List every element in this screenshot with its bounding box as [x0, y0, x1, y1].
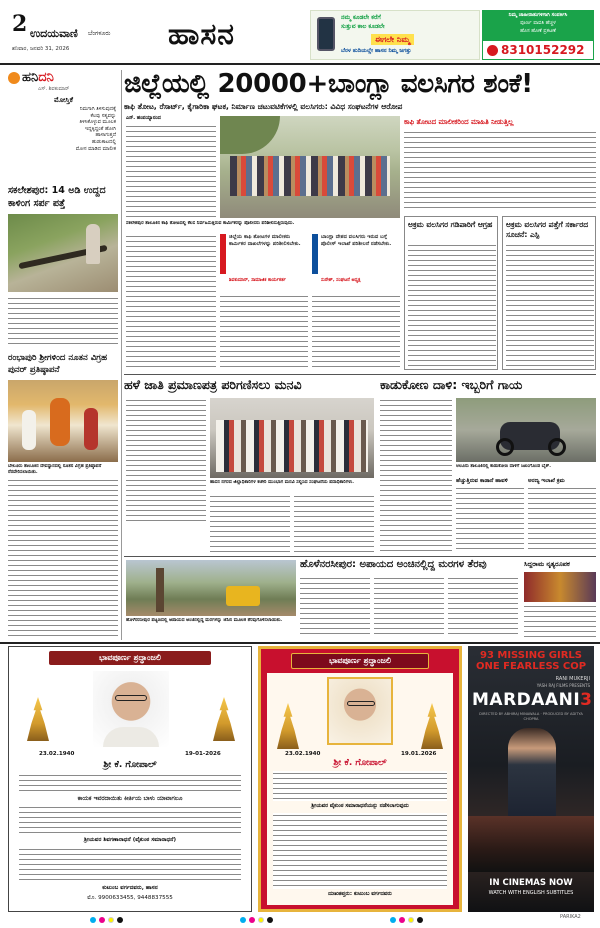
phone-circle-icon: [487, 45, 498, 56]
main-photo-caption: ಸಕಲೇಶಪುರ ತಾಲೂಕಿನ ಕಾಫಿ ತೋಟದಲ್ಲಿ ಕೆಲಸ ನಿರ್ವಹಿಸುತ್ತಿರುವ ಕಾರ್ಮಿಕರನ್ನು ಪೊಲೀಸರು ಪರಿಶೀಲಿಸುತ್ತಿರುವುದು.: [126, 221, 295, 226]
obit1-portrait: [93, 671, 169, 747]
tree: [220, 116, 280, 154]
obit2-name: ಶ್ರೀ ಕೆ. ಗೋಪಾಲ್: [333, 758, 387, 768]
main-headline: ಜಿಲ್ಲೆಯಲ್ಲಿ 20000+ಬಾಂಗ್ಲಾ ವಲಸಿಗರ ಶಂಕೆ!: [124, 69, 533, 99]
swamiji-caption: ಬೇಲೂರು ತಾಲೂಕಿನ ದೇವಸ್ಥಾನದಲ್ಲಿ ನೂತನ ವಿಗ್ರಹ ಪ್ರತಿಷ್ಠಾಪನೆ ನೆರವೇರಿಸಲಾಯಿತು.: [8, 464, 102, 475]
obit2-body-1: [273, 771, 447, 801]
glasses: [347, 701, 375, 706]
snake-photo: [8, 214, 118, 292]
page-title: ಹಾಸನ: [168, 17, 235, 52]
caste-photo: [210, 398, 374, 478]
registration-dot: [390, 917, 396, 923]
trees-headline: ಹೊಳೆನರಸೀಪುರ: ಅಪಾಯದ ಅಂಚಿನಲ್ಲಿದ್ದ ಮರಗಳ ತೆರವು: [300, 559, 487, 570]
main-subheadline: ಕಾಫಿ ತೋಟ, ರೆಸಾರ್ಟ್, ಕೈಗಾರಿಕಾ ಘಟಕ, ನಿರ್ಮಾಣ ಚಟುವಟಿಕೆಗಳಲ್ಲಿ ವಲಸಿಗರು: ವಿವಿಧ ಸಂಘಟನೆಗಳ ಆರೋಪ: [124, 102, 403, 111]
box1-head: ಅಕ್ರಮ ವಲಸಿಗರ ಗಡಿಪಾರಿಗೆ ಆಗ್ರಹ: [408, 220, 493, 229]
obit1-birth: 23.02.1940: [39, 751, 75, 757]
verse-line: ತಿಳಿಸಿಕೊಳ್ಳುವ ಮೂಲಕ: [79, 119, 116, 126]
movie-title: [472, 690, 593, 710]
ad-line-1: ನಮ್ಮ ಕೂಡಲೇ ಕರೆಗೆ: [341, 14, 381, 21]
devotee-figure: [22, 410, 36, 450]
quote-1-text: ಜಿಲ್ಲೆಯ ಕಾಫಿ ತೋಟಗಳ ಮಾಲೀಕರು ಕಾರ್ಮಿಕರ ದಾಖಲೆಗಳನ್ನು ಪರಿಶೀಲಿಸಬೇಕು.: [229, 234, 301, 247]
honey-brand-second: ದನಿ: [38, 70, 54, 85]
main-article-col3: [312, 294, 400, 370]
quote-box-2: [312, 234, 400, 290]
caste-article-col2: [210, 494, 290, 552]
bike-wheel: [548, 438, 566, 456]
main-photo: [220, 116, 400, 218]
main-article-col1b: [126, 234, 216, 370]
registration-dot: [417, 917, 423, 923]
masthead-ad-app: [310, 10, 480, 60]
oil-lamp-icon: [421, 703, 443, 749]
tree-trunk: [156, 568, 164, 612]
verse-line: ಹುಡುಕಾಟದಲ್ಲಿ: [91, 138, 116, 145]
verse-line: ಇದ್ದಕ್ಕಿದ್ದಂತೆ ಹೋಗಿ: [84, 125, 116, 132]
caste-article-col1: [126, 398, 206, 522]
main-article-col1: [126, 124, 216, 218]
box1-text: [408, 243, 496, 367]
date-line: ಶನಿವಾರ, ಜನವರಿ 31, 2026: [12, 46, 70, 52]
registration-dot: [267, 917, 273, 923]
honey-byline: ಎಸ್. ಶಿವಕುಮಾರ್: [38, 86, 70, 92]
obit2-portrait: [327, 677, 393, 745]
main-byline: ಎನ್. ಹಂಪಯ್ಯಾನಂದ: [126, 116, 161, 121]
obit1-family: ಕುಟುಂಬ ವರ್ಗದವರು, ಹಾಸನ: [102, 885, 158, 891]
verse-line: ಮೋಸ ಮಾಡಿದ ಮಾಲೀಕ: [75, 145, 116, 152]
verse-line: ಹಾಳಾಗುತ್ತದೆ: [95, 132, 116, 139]
main-sidebar-head: ಕಾಫಿ ತೋಟದ ಮಾಲೀಕರಿಂದ ಮಾಹಿತಿ ನೀಡುತ್ತಿಲ್ಲ: [404, 118, 514, 126]
footer-code: PARIKA2: [560, 914, 581, 920]
caste-headline: ಹಳೆ ಜಾತಿ ಪ್ರಮಾಣಪತ್ರ ಪರಿಗಣಿಸಲು ಮನವಿ: [124, 377, 302, 392]
obit1-death: 19-01-2026: [185, 751, 221, 757]
honey-dani-column: [8, 70, 116, 190]
quote-mark-icon: [220, 234, 226, 274]
obituary-ad-1: [8, 646, 252, 912]
box1: [404, 216, 498, 370]
obit2-family: ದುಃಖತಪ್ತರು: ಕುಟುಂಬ ವರ್ಗದವರು: [328, 891, 392, 897]
movie-title-text: MARDAANI: [472, 690, 581, 710]
movie-star: RANI MUKERJI: [555, 676, 590, 682]
trees-article-col1: [300, 576, 370, 638]
honey-logo-icon: [8, 72, 20, 84]
masthead-rule: [0, 63, 600, 65]
glasses: [115, 695, 147, 701]
bison-photo: [456, 398, 596, 462]
registration-dot: [117, 917, 123, 923]
registration-dot: [258, 917, 264, 923]
bison-article-col1: [380, 398, 452, 552]
column-rule: [121, 70, 122, 640]
swamiji-headline: ರಂಭಾಪುರಿ ಶ್ರೀಗಳಿಂದ ನೂತನ ವಿಗ್ರಹ ಪುನರ್ ಪ್ರತಿಷ್ಠಾಪನೆ: [8, 353, 108, 375]
ad2-line-2: ಪೂರ್ಣ ಪಾವತಿ ಹೆಚ್ಚಳ: [520, 20, 556, 26]
ad2-phone: 8310152292: [501, 43, 585, 57]
caste-article-col3: [294, 494, 374, 552]
edition: ಬೆಂಗಳೂರು: [88, 30, 111, 37]
obit2-header: ಭಾವಪೂರ್ಣ ಶ್ರದ್ಧಾಂಜಲಿ: [328, 656, 392, 665]
movie-credits: DIRECTED BY ABHIRAJ MINAWALA · PRODUCED BY ADITYA CHOPRA: [479, 712, 583, 721]
devotee-figure: [84, 408, 98, 450]
obit2-birth: 23.02.1940: [285, 751, 321, 757]
shirt: [103, 727, 159, 747]
trees-article-col2: [374, 576, 444, 638]
obit1-header: ಭಾವಪೂರ್ಣ ಶ್ರದ್ಧಾಂಜಲಿ: [98, 653, 162, 662]
bison-subhead-left: ಹೆಚ್ಚುತ್ತಿರುವ ಕಾಡಾನೆ ಹಾವಳಿ: [456, 478, 508, 484]
box2: [502, 216, 596, 370]
movie-tagline: 93 MISSING GIRLS ONE FEARLESS COP: [475, 650, 587, 672]
movie-title-number: 3: [580, 690, 593, 710]
obit1-name: ಶ್ರೀ ಕೆ. ಗೋಪಾಲ್: [103, 760, 157, 770]
swamiji-figure: [50, 398, 70, 446]
ad2-phone-bar: [482, 40, 594, 60]
trees-article-col3: [448, 576, 518, 638]
box2-text: [506, 243, 594, 367]
trees-side-head: ಸಿದ್ದರಾಮ ನೃತ್ಯರೂಪಕ: [524, 560, 570, 568]
obituary-ad-2: [258, 646, 462, 912]
movie-producer: YASH RAJ FILMS PRESENTS: [536, 683, 590, 688]
obit2-body-2: [273, 813, 447, 889]
dance-article-text: [524, 604, 596, 638]
obit1-event: ಶ್ರೀಯವರ ಶಿವಗಣಾರಾಧನೆ (ವೈಕುಂಠ ಸಮಾರಾಧನೆ): [83, 837, 177, 843]
verse-line: ನಿಮಗಾಗಿ ತಿಳಿಸುವುದಕ್ಕೆ: [79, 106, 116, 112]
registration-dot: [249, 917, 255, 923]
honey-brand-first: ಹನಿ: [22, 70, 39, 85]
crowd: [230, 156, 390, 196]
movie-subtitle: WATCH WITH ENGLISH SUBTITLES: [488, 890, 574, 896]
swamiji-article-text: [8, 478, 118, 638]
ad-highlight: ಈಗಲೇ ನಿಮ್ಮ: [371, 34, 414, 45]
bison-caption: ಆಲೂರು ತಾಲೂಕಿನಲ್ಲಿ ಕಾಡುಕೋಣ ದಾಳಿಗೆ ಜಖಂಗೊಂಡ ಬೈಕ್.: [456, 464, 551, 469]
oil-lamp-icon: [213, 697, 235, 741]
registration-dot: [399, 917, 405, 923]
masthead: [0, 0, 600, 64]
verse-line: ಕೆಲವು ಸತ್ಯವನ್ನು: [90, 112, 116, 119]
movie-heroine: [508, 728, 556, 820]
obit1-phone: ಮೊ. 9900633455, 9448837555: [87, 895, 173, 901]
phone-icon: [317, 17, 335, 51]
obit1-body-2: [19, 805, 241, 835]
main-sidebar-text: [404, 130, 596, 212]
ad2-line-1: ನಿಮ್ಮ ಜಾಹೀರಾತುಗಳಿಗಾಗಿ ಸಂಪರ್ಕಿಸಿ: [508, 12, 568, 18]
paper-name: ಉದಯವಾಣಿ: [30, 27, 78, 40]
trees-photo: [126, 560, 296, 616]
obit1-quote: ಕಾಯಕ ಇವರದಾಯಿತು ಕೀರ್ತಿಯ ಬಾಳು ಯಾವಾಗಲೂ: [77, 795, 183, 802]
ads-rule: [0, 642, 600, 644]
person-figure: [86, 224, 100, 264]
registration-dot: [99, 917, 105, 923]
sakleshpur-article-text: [8, 296, 118, 346]
registration-dot: [408, 917, 414, 923]
obit2-death: 19.01.2026: [401, 751, 437, 757]
ad-line-2: ಸುತ್ತುವ ಕಾಲ ಕೂಡಲೇ: [341, 23, 385, 30]
section-rule: [124, 556, 596, 557]
section-rule: [124, 374, 596, 375]
group-people: [216, 420, 368, 472]
obit2-inner: [267, 673, 453, 905]
oil-lamp-icon: [277, 703, 299, 749]
quote-box-1: [220, 234, 308, 290]
movie-release: IN CINEMAS NOW: [489, 878, 573, 888]
honey-heading: ಮೋಸ್ತಿಕೆ: [54, 96, 73, 104]
color-registration-marks: [90, 916, 510, 924]
movie-ad: [468, 646, 594, 912]
box2-head: ಅಕ್ರಮ ವಲಸಿಗರ ಪತ್ತೆಗೆ ಸರ್ಕಾರದ ಸೂಚನೆ: ಎಸ್ಪಿ: [506, 220, 589, 239]
bison-headline: ಕಾಡುಕೋಣ ದಾಳಿ: ಇಬ್ಬರಿಗೆ ಗಾಯ: [380, 377, 523, 392]
quote-mark-icon: [312, 234, 318, 274]
jcb-shape: [226, 586, 260, 606]
sakleshpur-headline: ಸಕಲೇಶಪುರ: 14 ಅಡಿ ಉದ್ದದ ಕಾಳಿಂಗ ಸರ್ಪ ಪತ್ತೆ: [8, 185, 106, 209]
quote-1-by: ಶಿವಕುಮಾರ್, ಸಾಮಾಜಿಕ ಕಾರ್ಯಕರ್ತ: [229, 278, 286, 283]
bison-article-col3: [528, 486, 596, 552]
registration-dot: [240, 917, 246, 923]
bison-subhead-right: ಅರಣ್ಯ ಇಲಾಖೆ ಕ್ರಮ: [528, 478, 565, 484]
bison-article-col2: [456, 486, 524, 552]
oil-lamp-icon: [27, 697, 49, 741]
swamiji-photo: [8, 380, 118, 462]
caste-caption: ಹಾಸನ ನಗರದ ಜಿಲ್ಲಾಧಿಕಾರಿಗಳ ಕಚೇರಿ ಮುಂಭಾಗ ಮನವಿ ಸಲ್ಲಿಸಿದ ಸಂಘಟನೆಯ ಪದಾಧಿಕಾರಿಗಳು.: [210, 480, 355, 485]
quote-2-text: ಬಾಂಗ್ಲಾ ದೇಶದ ವಲಸಿಗರು ಇರುವ ಬಗ್ಗೆ ಪೊಲೀಸ್ ಇಲಾಖೆ ಪರಿಶೀಲನೆ ನಡೆಸಬೇಕು.: [321, 234, 392, 247]
page-number: 2: [12, 11, 28, 37]
obit1-body-1: [19, 773, 241, 793]
quote-2-by: ಸುರೇಶ್, ಸಂಘಟನೆ ಅಧ್ಯಕ್ಷ: [321, 278, 361, 283]
honey-brand: [22, 70, 54, 86]
masthead-ad-contact: [482, 10, 594, 60]
movie-crowd: [468, 816, 594, 872]
ad2-line-3: ಹೊಸ ಹೊಣೆ ಪ್ರಕಟಣೆ: [520, 28, 556, 34]
main-article-col2: [220, 294, 308, 370]
registration-dot: [108, 917, 114, 923]
obit1-body-3: [19, 847, 241, 883]
registration-dot: [90, 917, 96, 923]
honey-verse: [50, 106, 116, 152]
bike-wheel: [496, 438, 514, 456]
obit2-notice: ಶ್ರೀಯವರ ವೈಕುಂಠ ಸಮಾರಾಧನೆಯನ್ನು ನಡೆಸಲಾಗುವುದು: [311, 803, 409, 809]
trees-caption: ಹೊಳೆನರಸೀಪುರ ಪಟ್ಟಣದಲ್ಲಿ ಅಪಾಯದ ಅಂಚಿನಲ್ಲಿದ್ದ ಮರಗಳನ್ನು ಜೆಸಿಬಿ ಮೂಲಕ ತೆರವುಗೊಳಿಸಲಾಯಿತು.: [126, 618, 283, 623]
ad-line-3: ಬೆರಳ ತುದಿಯಲ್ಲೇ ಹಾಸನ ನಿಮ್ಮ ಜಗತ್ತು: [341, 48, 412, 54]
dance-photo: [524, 572, 596, 602]
